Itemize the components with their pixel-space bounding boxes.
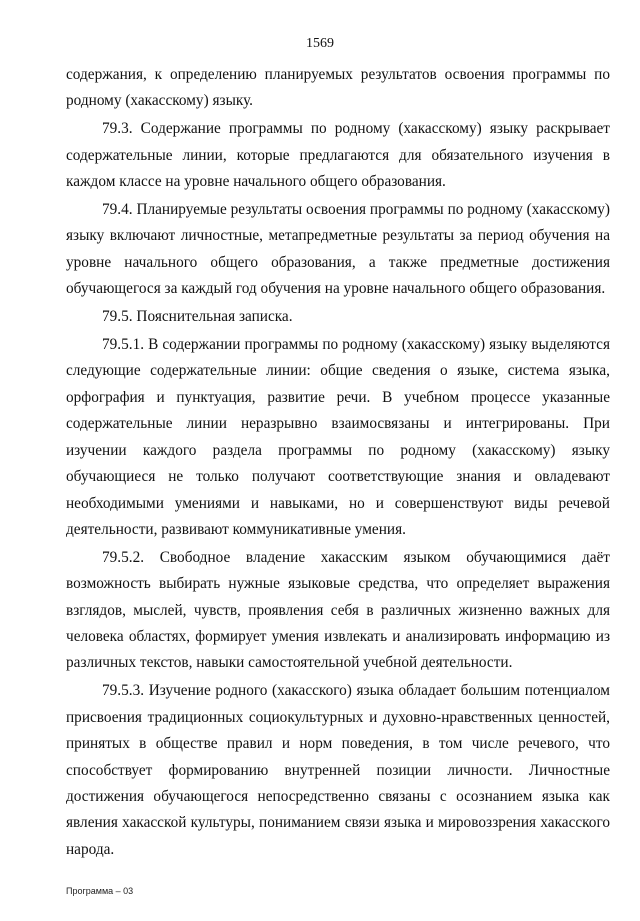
paragraph-79-3: 79.3. Содержание программы по родному (хакасскому) языку раскрывает содержательные линии, которые предлагаются для обязательного изучения в каждом классе на уровне начального общего образования. [66,120,610,191]
document-body [66,62,610,865]
paragraph-continuation: содержания, к определению планируемых результатов освоения программы по родному (хакасскому) языку. [66,66,610,110]
paragraph-79-5-3: 79.5.3. Изучение родного (хакасского) языка обладает большим потенциалом присвоения традиционных социокультурных и духовно-нравственных ценностей, принятых в обществе правил и норм поведения, в том числе речевого, что способствует формированию внутренней позиции личности. Личностные достижения обучающегося непосредственно связаны с осознанием языка как явления хакасской культуры, пониманием связи языка и мировоззрения хакасского народа. [66,682,610,858]
page-footer: Программа – 03 [66,886,134,896]
paragraph-79-4: 79.4. Планируемые результаты освоения программы по родному (хакасскому) языку включают личностные, метапредметные результаты за период обучения на уровне начального общего образования, а также предметные достижения обучающегося за каждый год обучения на уровне начального общего образования. [66,201,610,298]
page-number: 1569 [306,36,334,51]
paragraph-79-5-2: 79.5.2. Свободное владение хакасским языком обучающимися даёт возможность выбирать нужные языковые средства, что определяет выражения взглядов, мыслей, чувств, проявления себя в различных жизненно важных для человека областях, формирует умения извлекать и анализировать информацию из различных текстов, навыки самостоятельной учебной деятельности. [66,548,610,672]
paragraph-79-5-1: 79.5.1. В содержании программы по родному (хакасскому) языку выделяются следующие содержательные линии: общие сведения о языке, система языка, орфография и пунктуация, развитие речи. В учебном процессе указанные содержательные линии неразрывно взаимосвязаны и интегрированы. При изучении каждого раздела программы по родному (хакасскому) языку обучающиеся не только получают соответствующие знания и овладевают необходимыми умениями и навыками, но и совершенствуют виды речевой деятельности, развивают коммуникативные умения. [66,336,610,538]
paragraph-79-5: 79.5. Пояснительная записка. [102,308,293,326]
